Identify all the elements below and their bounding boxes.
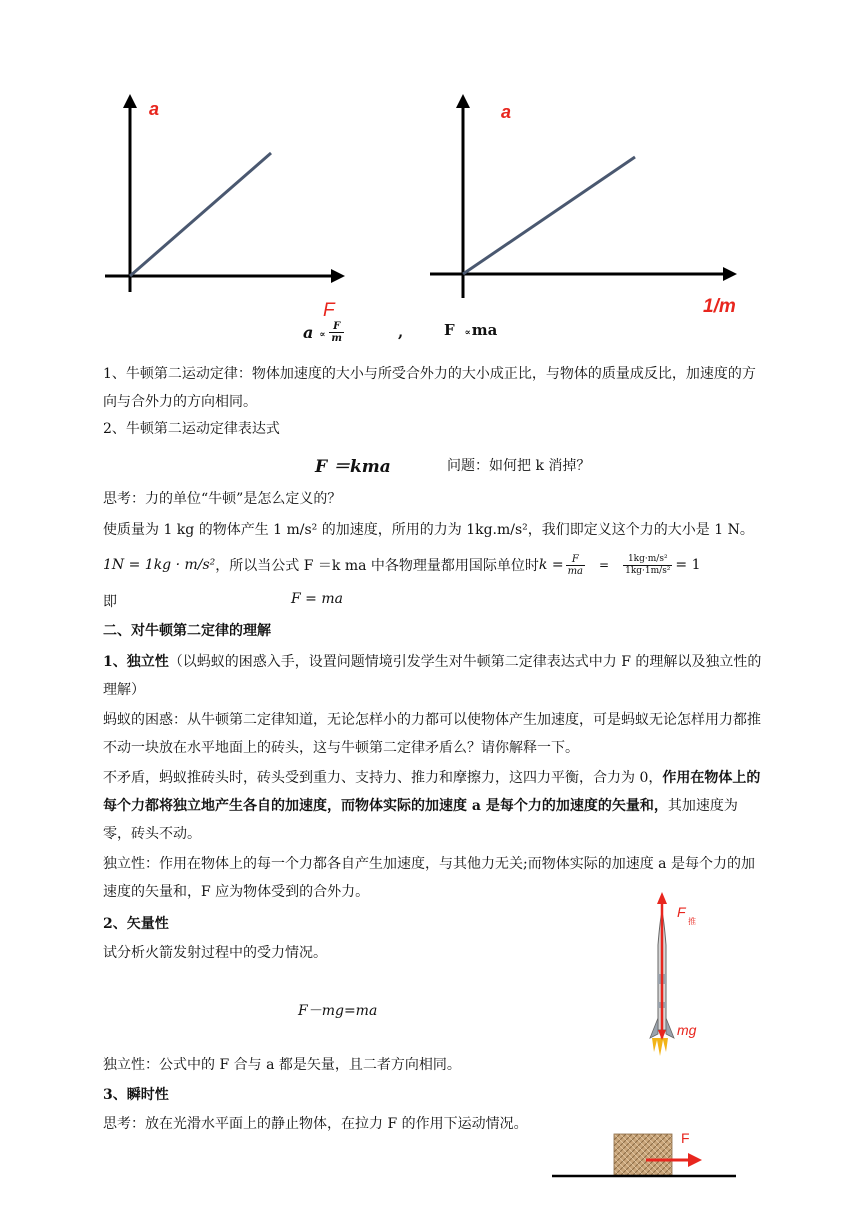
unit-derivation-line <box>103 548 701 582</box>
independence-intro <box>103 648 763 704</box>
ji-label: 即 <box>103 594 117 610</box>
pull-arrow-head <box>688 1153 702 1167</box>
graph-a-vs-inverse-m <box>425 92 755 322</box>
rocket-figure <box>630 890 710 1065</box>
gravity-label: mg <box>677 1022 697 1038</box>
independence-summary: 独立性：作用在物体上的每一个力都各自产生加速度，与其他力无关;而物体实际的加速度 a 是每个力的加速度的矢量和，F 应为物体受到的合外力。 <box>103 856 755 900</box>
unit-denominator: 1kg·1m/s² <box>625 565 671 576</box>
equals-one: = 1 <box>675 557 701 573</box>
formula-F-ma: F = ma <box>291 591 343 607</box>
ant-puzzle: 蚂蚁的困惑：从牛顿第二定律知道，无论怎样小的力都可以使物体产生加速度，可是蚂蚁无论怎样用力都推不动一块放在水平地面上的砖头，这与牛顿第二定律矛盾么？请你解释一下。 <box>103 712 761 756</box>
y-axis-label: a <box>501 102 512 122</box>
independence-title: 1、独立性 <box>103 654 169 670</box>
independence-intro-text: （以蚂蚁的困惑入手，设置问题情境引发学生对牛顿第二定律表达式中力 F 的理解以及独立性的理解） <box>103 654 762 698</box>
rocket-fin-right <box>666 1018 674 1038</box>
k-denominator: ma <box>567 565 584 577</box>
section2-title: 二、对牛顿第二定律的理解 <box>103 623 271 639</box>
y-axis-arrow <box>123 94 137 108</box>
rocket-equation: F－mg=ma <box>298 1003 378 1019</box>
thrust-label-sub: 推 <box>688 917 696 926</box>
block <box>614 1134 672 1175</box>
proportional-line <box>463 157 635 274</box>
ant-answer <box>103 764 763 848</box>
think-newton-unit: 思考：力的单位“牛顿”是怎么定义的？ <box>103 491 342 507</box>
rocket-flame <box>652 1038 668 1056</box>
vector-summary: 独立性：公式中的 F 合与 a 都是矢量，且二者方向相同。 <box>103 1057 461 1073</box>
x-axis-arrow <box>723 267 737 281</box>
k-equals: k = <box>538 557 564 573</box>
unit-numerator: 1kg·m/s² <box>623 554 672 566</box>
pull-force-label: F <box>681 1130 690 1146</box>
ant-answer-part1: 不矛盾，蚂蚁推砖头时，砖头受到重力、支持力、推力和摩擦力，这四力平衡，合力为 0， <box>103 770 663 786</box>
relation-F-prop-ma <box>444 321 497 339</box>
relation-prop-symbol: ∝ <box>319 330 326 340</box>
relation-ma: ma <box>471 321 498 339</box>
vector-title: 2、矢量性 <box>103 916 169 932</box>
equals-sign: = <box>599 558 610 572</box>
relation-numerator: F <box>329 321 344 333</box>
y-axis-arrow <box>456 94 470 108</box>
formula-F-kma: F ＝kma <box>315 457 391 477</box>
relation-F: F <box>444 321 455 339</box>
relation-comma: , <box>398 323 404 341</box>
relation-a: a <box>303 322 314 342</box>
question-remove-k: 问题：如何把 k 消掉？ <box>447 458 591 474</box>
unit-condition-text: ，所以当公式 F ＝k ma 中各物理量都用国际单位时 <box>215 558 539 574</box>
rocket-fin-left <box>650 1018 658 1038</box>
newton-definition: 使质量为 1 kg 的物体产生 1 m/s² 的加速度，所用的力为 1kg.m/s²，我们即定义这个力的大小是 1 N。 <box>103 522 754 538</box>
relation-a-prop-F-over-m <box>303 314 344 350</box>
law-statement: 1、牛顿第二运动定律：物体加速度的大小与所受合外力的大小成正比，与物体的质量成反比，加速度的方向与合外力的方向相同。 <box>103 366 756 410</box>
x-axis-label: 1/m <box>703 296 736 317</box>
y-axis-label: a <box>149 99 160 119</box>
k-fraction <box>566 554 585 577</box>
relation-denominator: m <box>331 332 343 344</box>
k-numerator: F <box>566 554 585 566</box>
relation-prop-symbol-2: ∝ <box>464 328 471 338</box>
law-expression-heading: 2、牛顿第二运动定律表达式 <box>103 421 280 437</box>
instant-title: 3、瞬时性 <box>103 1087 169 1103</box>
graph-a-vs-F <box>95 92 355 322</box>
thrust-label: F <box>677 904 686 920</box>
proportional-line <box>130 153 271 276</box>
ant-answer-part2: 其加速度为零，砖头不动。 <box>103 798 738 842</box>
x-axis-arrow <box>331 269 345 283</box>
thrust-arrow-head <box>657 892 667 904</box>
block-figure <box>548 1125 748 1185</box>
relation-fraction <box>329 321 344 344</box>
unit-fraction <box>623 554 672 577</box>
instant-prompt: 思考：放在光滑水平面上的静止物体，在拉力 F 的作用下运动情况。 <box>103 1116 528 1132</box>
rocket-prompt: 试分析火箭发射过程中的受力情况。 <box>103 945 327 961</box>
ant-answer-bold: 作用在物体上的每个力都将独立地产生各自的加速度，而物体实际的加速度 a 是每个力的加速度的矢量和， <box>103 770 761 814</box>
x-axis-label: F <box>323 300 335 321</box>
unit-equation: 1N = 1kg · m/s² <box>103 557 216 573</box>
